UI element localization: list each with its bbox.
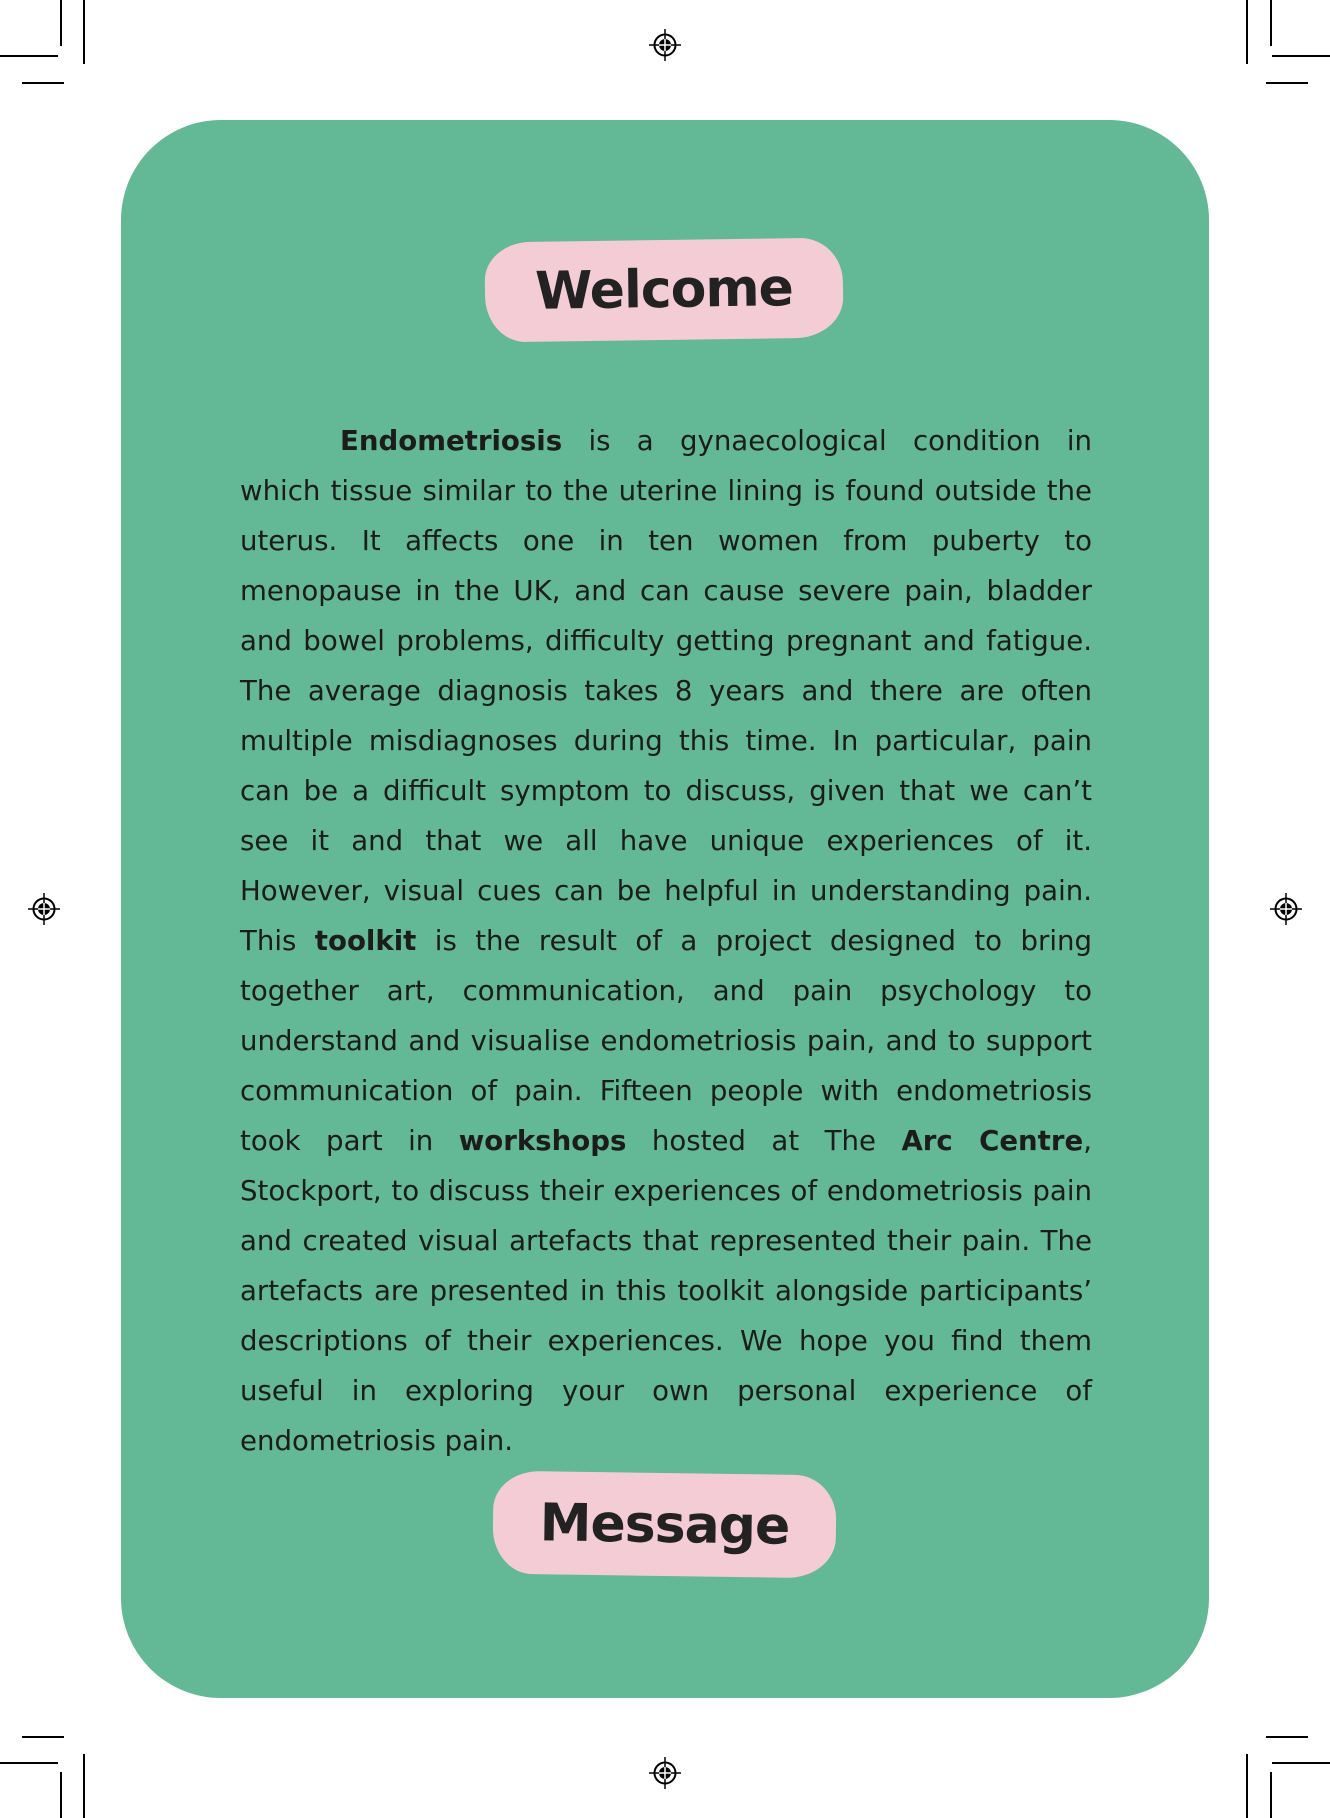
crop-mark xyxy=(83,1754,85,1818)
welcome-heading xyxy=(484,238,843,343)
crop-mark xyxy=(1246,1754,1248,1818)
paragraph-part-1: is a gynaecological condition in which tissue similar to the uterine lining is found outside the uterus. It affects one in ten women from puberty to menopause in the UK, and can cause severe pain, bladder and bowel problems, difficulty getting pregnant and fatigue. The average diagnosis takes 8 years and there are often multiple misdiagnoses during this time. In particular, pain can be a difficult symptom to discuss, given that we can’t see it and that we all have unique experiences of it. However, visual cues can be helpful in understanding pain. This xyxy=(240,424,1092,957)
crop-mark xyxy=(1270,0,1272,46)
crop-mark xyxy=(1266,82,1308,84)
crop-mark xyxy=(83,0,85,64)
crop-mark xyxy=(1266,1736,1308,1738)
crop-mark xyxy=(22,82,64,84)
term-toolkit: toolkit xyxy=(314,924,417,957)
crop-mark xyxy=(60,1772,62,1818)
crop-mark xyxy=(0,55,58,57)
paragraph-part-2: is the result of a project designed to bring together art, communication, and pain psychology to understand and visualise endometriosis pain, and to support communication of pain. Fifteen people with endometriosis took part in xyxy=(240,924,1092,1157)
registration-mark-icon xyxy=(648,28,682,62)
crop-mark xyxy=(1270,1772,1272,1818)
registration-mark-icon xyxy=(27,892,61,926)
welcome-heading-text: Welcome xyxy=(534,258,794,322)
registration-mark-icon xyxy=(648,1756,682,1790)
term-workshops: workshops xyxy=(458,1124,627,1157)
message-heading-text: Message xyxy=(539,1492,790,1557)
crop-mark xyxy=(1246,0,1248,64)
crop-mark xyxy=(60,0,62,46)
term-endometriosis: Endometriosis xyxy=(340,424,563,457)
crop-mark xyxy=(1272,1762,1330,1764)
paragraph-part-4: , Stockport, to discuss their experiences of endometriosis pain and created visual artefacts that represented their pain. The artefacts are presented in this toolkit alongside participants’ descriptions of their experiences. We hope you find them useful in exploring your own personal experience of endometriosis pain. xyxy=(240,1124,1092,1457)
intro-paragraph xyxy=(240,416,1092,1466)
crop-mark xyxy=(22,1736,64,1738)
crop-mark xyxy=(1272,55,1330,57)
registration-mark-icon xyxy=(1269,892,1303,926)
paragraph-part-3: hosted at The xyxy=(626,1124,902,1157)
term-arc-centre: Arc Centre xyxy=(901,1124,1084,1157)
crop-mark xyxy=(0,1762,58,1764)
message-heading xyxy=(492,1471,836,1579)
